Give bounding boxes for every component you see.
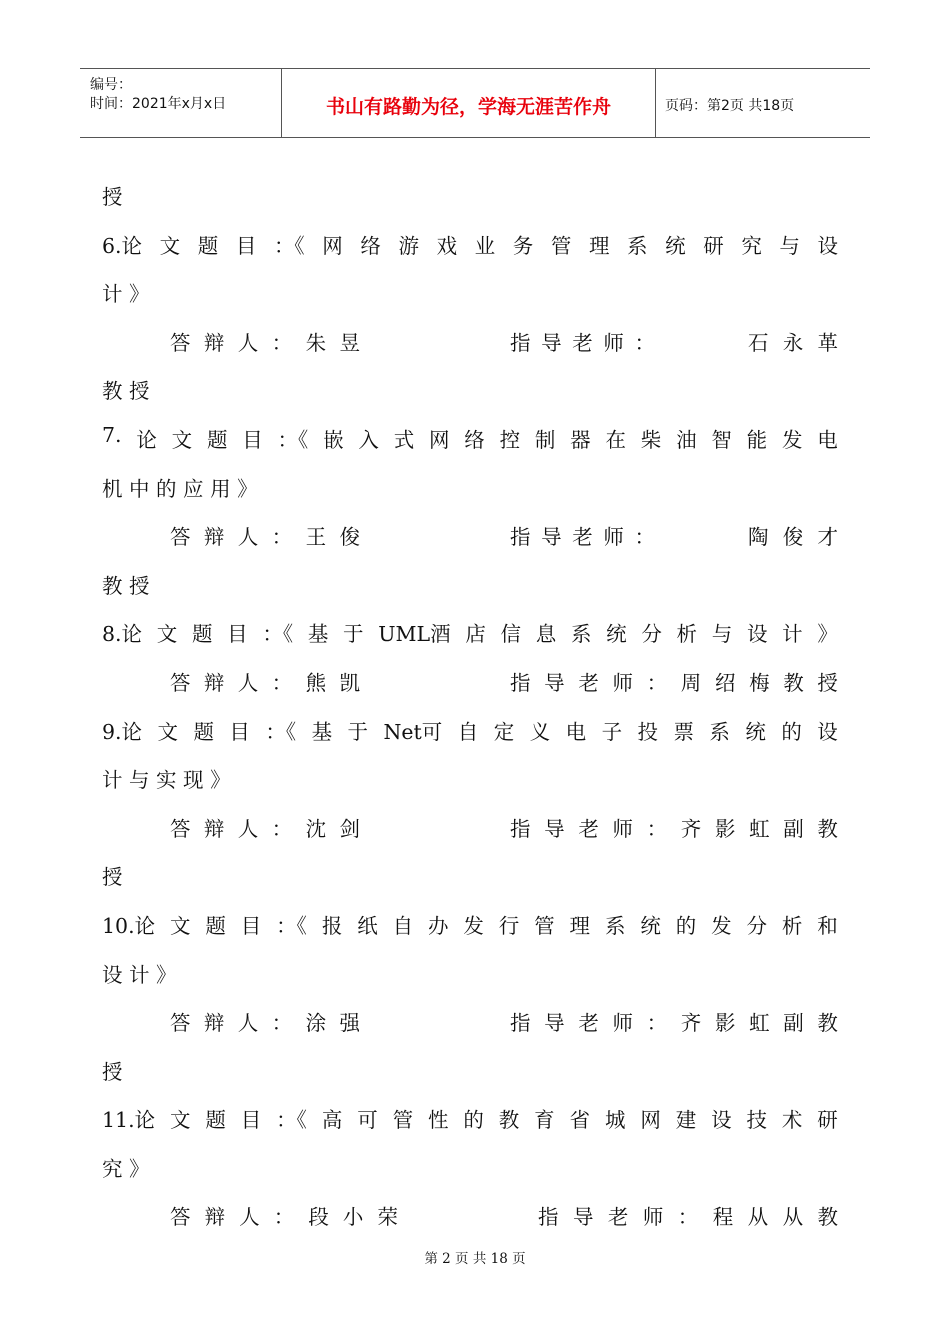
thesis-title-line: 10.论 文 题 目 ：《 报 纸 自 办 发 行 管 理 系 统 的 发 分 析 和 (102, 913, 838, 938)
text-line (102, 462, 838, 511)
continuation-line: 授 (102, 185, 123, 209)
text-line (102, 559, 838, 608)
advisor-info: 指 导 老 师 ： 齐 影 虹 副 教 (510, 1011, 838, 1036)
defender-name: 答 辩 人 ： 王 俊 (170, 525, 360, 550)
defender-name: 答 辩 人 ： 朱 昱 (170, 330, 360, 355)
thesis-title-line: 8.论 文 题 目 ：《 基 于 UML酒 店 信 息 系 统 分 析 与 设 计 》 (102, 622, 838, 647)
number-label: 编号： (90, 77, 132, 93)
text-line (102, 219, 838, 268)
text-line (102, 753, 838, 802)
text-line (102, 656, 838, 705)
defender-name: 答 辩 人 ： 段 小 荣 (170, 1205, 398, 1230)
text-line (102, 1190, 838, 1239)
motto-text: 书山有路勤为径，学海无涯苦作舟 (325, 96, 611, 118)
thesis-title-line: 9.论 文 题 目 ：《 基 于 Net可 自 定 义 电 子 投 票 系 统 的 设 (102, 719, 838, 744)
thesis-title-line: 11.论 文 题 目 ：《 高 可 管 性 的 教 育 省 城 网 建 设 技 术 研 (102, 1108, 838, 1133)
continuation-line: 设 计 》 (102, 962, 177, 987)
text-line (102, 607, 838, 656)
document-body (102, 170, 838, 1239)
defender-name: 答 辩 人 ： 熊 凯 (170, 670, 360, 695)
thesis-title-line: 7. 论 文 题 目 ：《 嵌 入 式 网 络 控 制 器 在 柴 油 智 能 发 电 (102, 422, 838, 452)
continuation-line: 授 (102, 865, 123, 890)
continuation-line: 计 》 (102, 282, 150, 307)
text-line (102, 1045, 838, 1094)
advisor-label: 指 导 老 师 ： (510, 525, 655, 550)
defender-name: 答 辩 人 ： 沈 剑 (170, 816, 360, 841)
page-footer: 第 2 页 共 18 页 (424, 1251, 526, 1267)
continuation-line: 教 授 (102, 573, 150, 598)
text-line (102, 510, 838, 559)
text-line (102, 267, 838, 316)
advisor-name: 石 永 革 (748, 330, 838, 355)
page-header (80, 68, 870, 138)
text-line (102, 705, 838, 754)
advisor-info: 指 导 老 师 ： 程 从 从 教 (538, 1205, 838, 1230)
header-page-cell (655, 69, 870, 137)
thesis-title-line: 6.论 文 题 目 ：《 网 络 游 戏 业 务 管 理 系 统 研 究 与 设 (102, 233, 838, 258)
header-motto-cell (281, 69, 656, 137)
continuation-line: 机 中 的 应 用 》 (102, 476, 258, 501)
continuation-line: 计 与 实 现 》 (102, 768, 231, 793)
advisor-info: 指 导 老 师 ： 周 绍 梅 教 授 (510, 670, 838, 695)
text-line (102, 413, 838, 462)
text-line (102, 850, 838, 899)
text-line (102, 1093, 838, 1142)
text-line (102, 802, 838, 851)
text-line (102, 316, 838, 365)
text-line (102, 1142, 838, 1191)
page-info: 页码：第2页 共18页 (665, 98, 795, 114)
advisor-name: 陶 俊 才 (748, 525, 838, 550)
continuation-line: 授 (102, 1059, 123, 1084)
text-line (102, 996, 838, 1045)
text-line (102, 170, 838, 219)
header-info-cell (80, 69, 281, 137)
text-line (102, 364, 838, 413)
time-label: 时间：2021年x月x日 (90, 96, 227, 112)
continuation-line: 究 》 (102, 1156, 150, 1181)
text-line (102, 948, 838, 997)
text-line (102, 899, 838, 948)
continuation-line: 教 授 (102, 379, 150, 404)
defender-name: 答 辩 人 ： 涂 强 (170, 1011, 360, 1036)
advisor-label: 指 导 老 师 ： (510, 330, 655, 355)
advisor-info: 指 导 老 师 ： 齐 影 虹 副 教 (510, 816, 838, 841)
